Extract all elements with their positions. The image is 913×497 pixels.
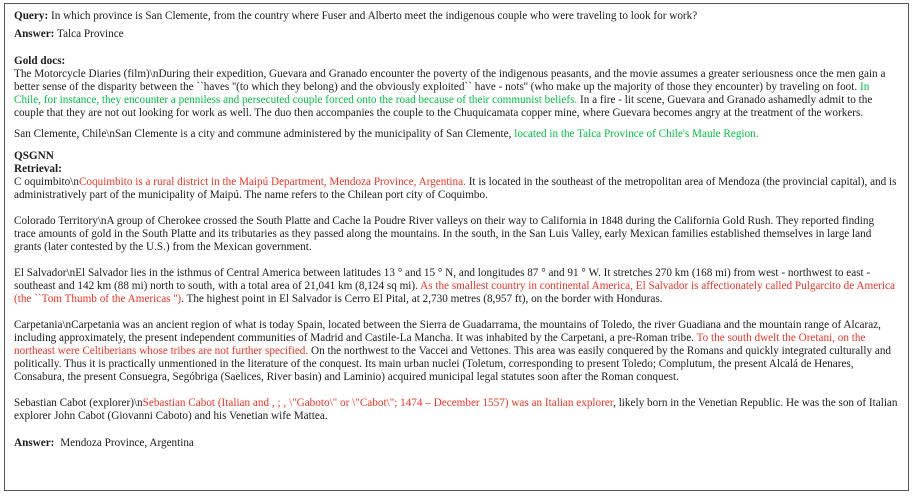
text-segment-green: located in the Talca Province of Chile's Maule Region. (514, 128, 759, 140)
predicted-answer-label: Answer: (14, 437, 55, 449)
text-segment-black: Sebastian Cabot (explorer)\n (14, 397, 143, 409)
gold-doc-paragraph-motorcycle-diaries (14, 68, 898, 120)
text-segment-black: Colorado Territory\nA group of Cherokee crossed the South Platte and Cache la Poudre River valleys on their way to California in 1848 during the California Gold Rush. They reported finding trace amounts of gold in the South Platte and its tributaries as they passed along the mountains. In the south, in the San Luis Valley, early Mexican families established themselves in large land grants (later contested by the U.S.) from the Mexican government. (14, 215, 875, 253)
text-segment-black: , likely born in the Venetian Republic. He was the son of Italian explorer John Cabot (Giovanni Caboto) and his Venetian wife Mattea. (14, 397, 898, 422)
text-segment-black: It is located in the southeast of the metropolitan area of Mendoza (the provincial capital), and is administratively part of the municipality of Maipú. The name refers to the Chilean port city of Coquimbo. (14, 176, 897, 201)
text-segment-red: Coquimbito is a rural district in the Maipú Department, Mendoza Province, Argentina. (78, 176, 466, 188)
retrieved-paragraph-colorado-territory (14, 215, 898, 254)
text-segment-green: In Chile, for instance, they encounter a penniless and persecuted couple forced onto the road because of their communist beliefs. (14, 81, 870, 106)
predicted-answer-line (14, 437, 898, 450)
gold-docs-heading: Gold docs: (14, 55, 66, 67)
text-segment-red: Sebastian Cabot (Italian and , ; , \"Gaboto\" or \"Cabot\"; 1474 – December 1557) was an Italian explorer (142, 397, 614, 409)
document-page (4, 3, 909, 491)
text-segment-black: San Clemente, Chile\nSan Clemente is a city and commune administered by the municipality of San Clemente, (14, 128, 515, 140)
text-segment-black: Carpetania\nCarpetania was an ancient region of what is today Spain, located between the Sierra de Guadarrama, the mountains of Toledo, the river Guadiana and the mountain range of Alcaraz, including approximately, the present independent communities of Madrid and Castile-La Mancha. It was inhabited by the Carpetani, a pre-Roman tribe. (14, 319, 881, 344)
text-segment-black: . The highest point in El Salvador is Cerro El Pital, at 2,730 metres (8,957 ft), on the border with Honduras. (181, 293, 663, 305)
query-label: Query: (14, 10, 49, 22)
retrieved-paragraph-sebastian-cabot (14, 397, 898, 423)
predicted-answer-text: Mendoza Province, Argentina (60, 437, 194, 449)
text-segment-black: In a fire - lit scene, Guevara and Granado ashamedly admit to the couple that they are not out looking for work as well. The duo then accompanies the couple to the Chuquicamata copper mine, where Guevara becomes angry at the treatment of the workers. (14, 94, 873, 119)
gold-doc-paragraph-san-clemente (14, 128, 898, 141)
qsgnn-heading: QSGNN (14, 150, 54, 162)
query-text: In which province is San Clemente, from the country where Fuser and Alberto meet the indigenous couple who were traveling to look for work? (50, 10, 698, 22)
retrieved-paragraph-coquimbito (14, 176, 898, 202)
text-segment-black: On the northwest to the Vaccei and Vettones. This area was easily conquered by the Romans and quickly integrated culturally and politically. Thus it is practically unmentioned in the literature of the conquest. Its main urban nuclei (Toletum, corresponding to present Toledo; Complutum, the present Alcalá de Henares, Consabura, the present Consuegra, Segóbriga (Saelices, River basin) and Laminio) acquired municipal legal statutes soon after the Roman conquest. (14, 345, 892, 383)
retrieval-heading: Retrieval: (14, 163, 62, 175)
query-line (14, 10, 898, 23)
text-segment-black: El Salvador\nEl Salvador lies in the isthmus of Central America between latitudes 13 ° and 15 ° N, and longitudes 87 ° and 91 ° W. It stretches 270 km (168 mi) from west - northwest to east - southeast and 142 km (88 mi) north to south, with a total area of 21,041 km (8,124 sq mi). (14, 267, 871, 292)
gold-answer-line (14, 28, 898, 41)
retrieved-paragraph-el-salvador (14, 267, 898, 306)
text-segment-red: As the smallest country in continental America, El Salvador is affectionately called Pulgarcito de America (the ``Tom Thumb of the Americas '') (14, 280, 895, 305)
text-segment-black: The Motorcycle Diaries (film)\nDuring their expedition, Guevara and Granado encounter the poverty of the indigenous peasants, and the movie assumes a greater seriousness once the men gain a better sense of the disparity between the ``haves ''(to which they belong) and the obviously exploited`` have - nots'' (who make up the majority of those they encounter) by traveling on foot. (14, 68, 886, 93)
text-segment-red: To the south dwelt the Oretani, on the northeast were Celtiberians whose tribes are not further specified. (14, 332, 866, 357)
gold-answer-label: Answer: (14, 28, 55, 40)
retrieved-paragraph-carpetania (14, 319, 898, 384)
text-segment-black: C oquimbito\n (14, 176, 79, 188)
gold-answer-text: Talca Province (57, 28, 124, 40)
